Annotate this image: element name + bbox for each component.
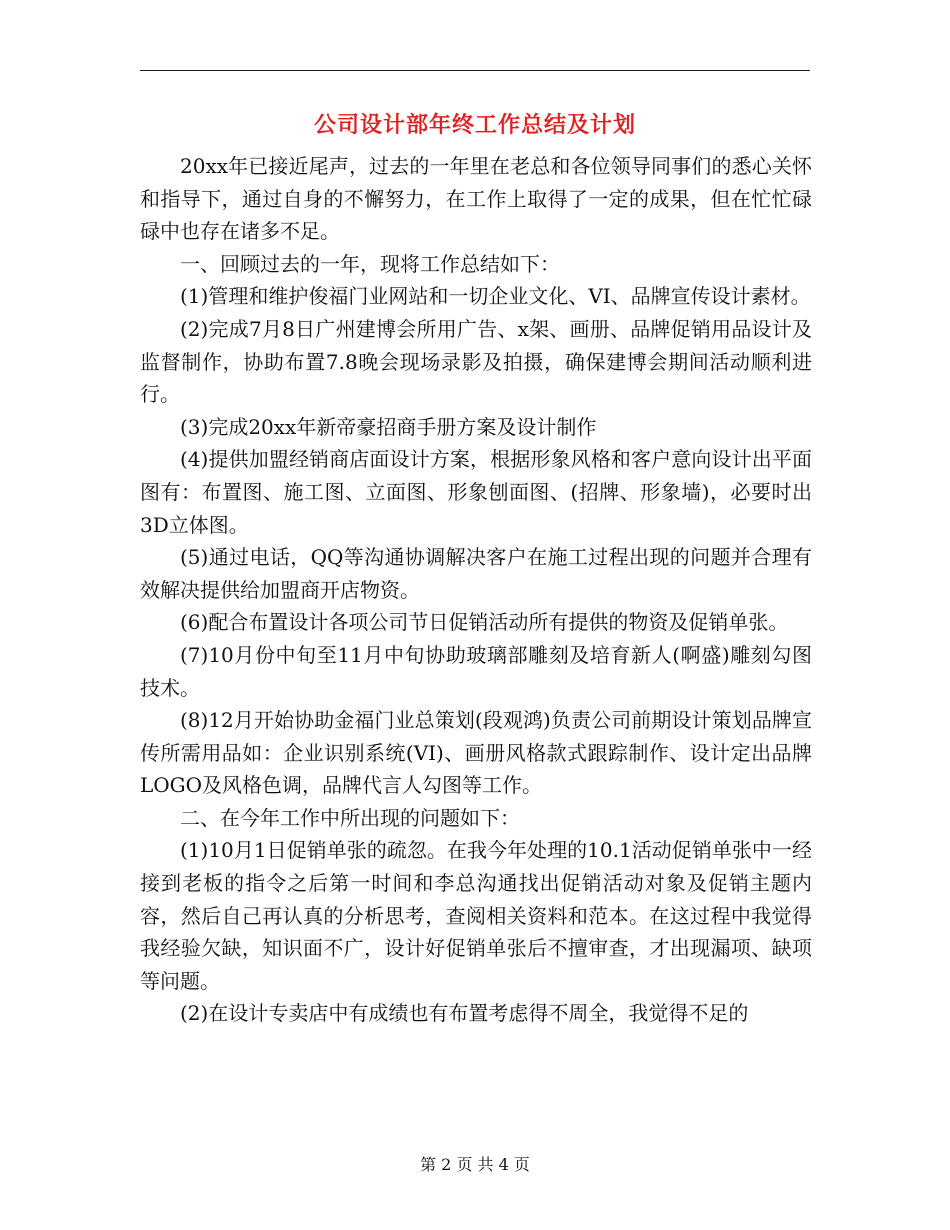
list-item: (1)10月1日促销单张的疏忽。在我今年处理的10.1活动促销单张中一经接到老板的指令之后第一时间和李总沟通找出促销活动对象及促销主题内容，然后自己再认真的分析思考，查阅相关资料和范本。在这过程中我觉得我经验欠缺，知识面不广，设计好促销单张后不擅审查，才出现漏项、缺项等问题。 [140,838,812,993]
document-title: 公司设计部年终工作总结及计划 [313,112,636,138]
page-footer: 第 2 页 共 4 页 [420,1155,530,1174]
list-item: (5)通过电话，QQ等沟通协调解决客户在施工过程出现的问题并合理有效解决提供给加盟商开店物资。 [140,545,812,602]
document-body [140,150,812,1030]
list-item: (3)完成20xx年新帝豪招商手册方案及设计制作 [180,414,597,439]
section-heading-review: 一、回顾过去的一年，现将工作总结如下： [180,251,560,276]
list-item: (2)在设计专卖店中有成绩也有布置考虑得不周全，我觉得不足的 [180,1001,749,1026]
section-heading-problems: 二、在今年工作中所出现的问题如下： [180,805,520,830]
list-item: (1)管理和维护俊福门业网站和一切企业文化、VI、品牌宣传设计素材。 [180,284,811,309]
list-item: (2)完成7月8日广州建博会所用广告、x架、画册、品牌促销用品设计及监督制作，协助布置7.8晚会现场录影及拍摄，确保建博会期间活动顺利进行。 [140,316,812,407]
list-item: (6)配合布置设计各项公司节日促销活动所有提供的物资及促销单张。 [180,610,789,635]
list-item: (8)12月开始协助金福门业总策划(段观鸿)负责公司前期设计策划品牌宣传所需用品如：企业识别系统(VI)、画册风格款式跟踪制作、设计定出品牌LOGO及风格色调，品牌代言人勾图等工作。 [140,708,812,798]
intro-paragraph: 20xx年已接近尾声，过去的一年里在老总和各位领导同事们的悉心关怀和指导下，通过自身的不懈努力，在工作上取得了一定的成果，但在忙忙碌碌中也存在诸多不足。 [140,154,812,244]
header-rule [140,70,810,71]
list-item: (7)10月份中旬至11月中旬协助玻璃部雕刻及培育新人(啊盛)雕刻勾图技术。 [140,642,812,700]
list-item: (4)提供加盟经销商店面设计方案，根据形象风格和客户意向设计出平面图有：布置图、施工图、立面图、形象刨面图、(招牌、形象墙)，必要时出3D立体图。 [140,447,812,537]
